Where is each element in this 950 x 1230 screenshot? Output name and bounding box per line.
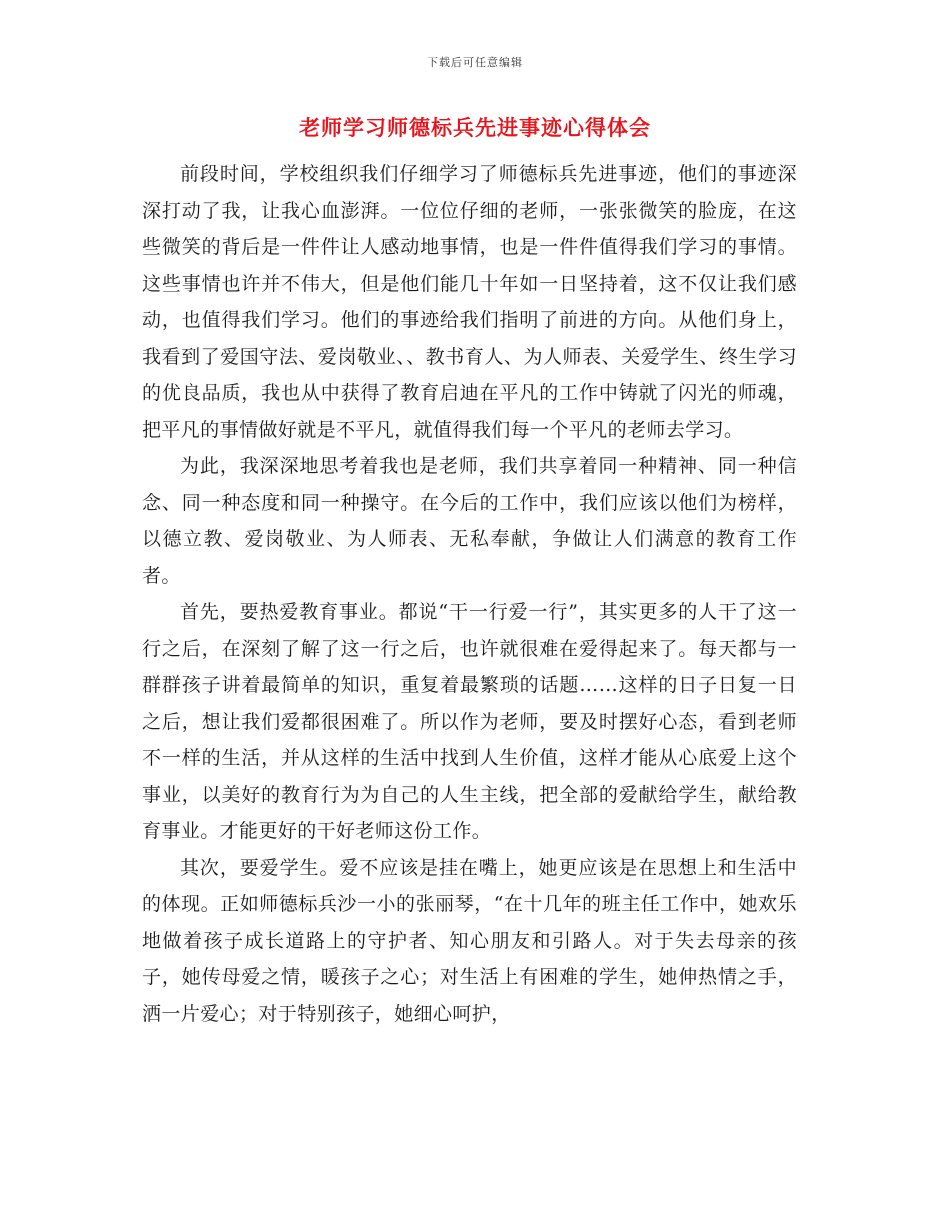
document-body	[142, 156, 797, 1032]
paragraph-4: 其次，要爱学生。爱不应该是挂在嘴上，她更应该是在思想上和生活中的体现。正如师德标兵沙一小的张丽琴，“在十几年的班主任工作中，她欢乐地做着孩子成长道路上的守护者、知心朋友和引路人。对于失去母亲的孩子，她传母爱之情，暖孩子之心；对生活上有困难的学生，她伸热情之手，洒一片爱心；对于特别孩子，她细心呵护，	[142, 856, 797, 1025]
header-note: 下载后可任意编辑	[427, 56, 523, 69]
paragraph-2: 为此，我深深地思考着我也是老师，我们共享着同一种精神、同一种信念、同一种态度和同一种操守。在今后的工作中，我们应该以他们为榜样，以德立教、爱岗敬业、为人师表、无私奉献，争做让人们满意的教育工作者。	[142, 455, 797, 587]
paragraph-1: 前段时间，学校组织我们仔细学习了师德标兵先进事迹，他们的事迹深深打动了我，让我心血澎湃。一位位仔细的老师，一张张微笑的脸庞，在这些微笑的背后是一件件让人感动地事情，也是一件件值得我们学习的事情。这些事情也许并不伟大，但是他们能几十年如一日坚持着，这不仅让我们感动，也值得我们学习。他们的事迹给我们指明了前进的方向。从他们身上，我看到了爱国守法、爱岗敬业、、教书育人、为人师表、关爱学生、终生学习的优良品质，我也从中获得了教育启迪在平凡的工作中铸就了闪光的师魂，把平凡的事情做好就是不平凡，就值得我们每一个平凡的老师去学习。	[142, 163, 797, 441]
document-title: 老师学习师德标兵先进事迹心得体会	[299, 115, 651, 140]
paragraph-3: 首先，要热爱教育事业。都说“干一行爱一行”，其实更多的人干了这一行之后，在深刻了解了这一行之后，也许就很难在爱得起来了。每天都与一群群孩子讲着最简单的知识，重复着最繁琐的话题……这样的日子日复一日之后，想让我们爱都很困难了。所以作为老师，要及时摆好心态，看到老师不一样的生活，并从这样的生活中找到人生价值，这样才能从心底爱上这个事业，以美好的教育行为为自己的人生主线，把全部的爱献给学生，献给教育事业。才能更好的干好老师这份工作。	[142, 601, 797, 842]
